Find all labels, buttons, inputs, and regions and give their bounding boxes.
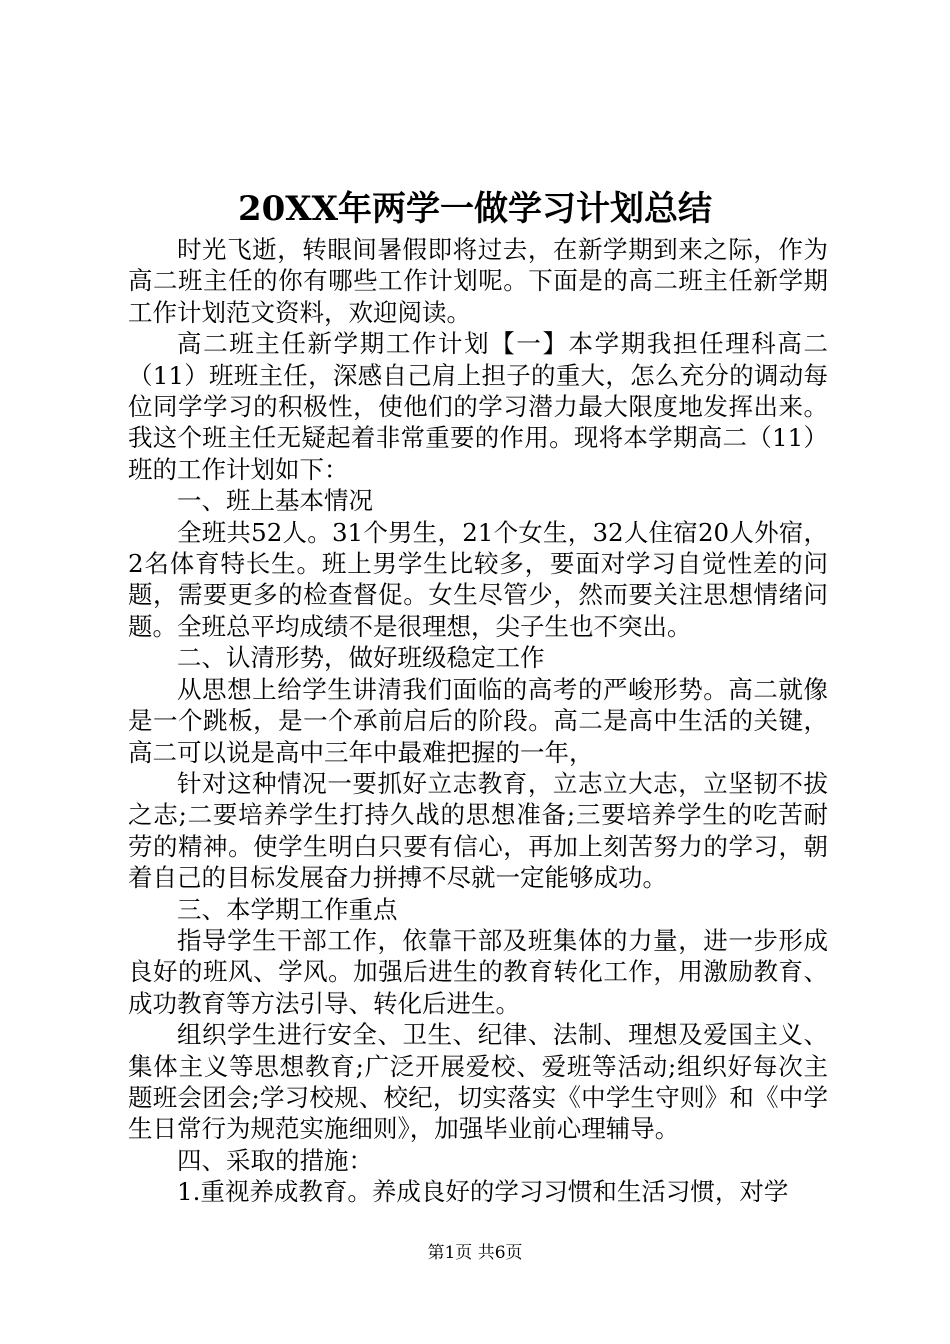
paragraph-plan-one: 高二班主任新学期工作计划【一】本学期我担任理科高二（11）班班主任，深感自己肩上担子的重大，怎么充分的调动每位同学学习的积极性，使他们的学习潜力最大限度地发挥出来。我这个班主任无疑起着非常重要的作用。现将本学期高二（11）班的工作计划如下： [128, 329, 828, 484]
document-title: 20XX年两学一做学习计划总结 [237, 189, 713, 229]
paragraph-student-leaders: 指导学生干部工作，依靠干部及班集体的力量，进一步形成良好的班风、学风。加强后进生的教育转化工作，用激励教育、成功教育等方法引导、转化后进生。 [128, 925, 828, 1018]
section-heading-situation: 二、认清形势，做好班级稳定工作 [177, 643, 545, 673]
section-heading-measures: 四、采取的措施： [177, 1145, 373, 1175]
paragraph-measures-overview: 针对这种情况一要抓好立志教育，立志立大志，立坚韧不拔之志;二要培养学生打持久战的思想准备;三要培养学生的吃苦耐劳的精神。使学生明白只要有信心，再加上刻苦努力的学习，朝着自己的目标发展奋力拼搏不尽就一定能够成功。 [128, 768, 828, 893]
page-footer: 第1页 共6页 [427, 1243, 523, 1263]
paragraph-class-stats: 全班共52人。31个男生，21个女生，32人住宿20人外宿，2名体育特长生。班上男学生比较多，要面对学习自觉性差的问题，需要更多的检查督促。女生尽管少，然而要关注思想情绪问题。全班总平均成绩不是很理想，尖子生也不突出。 [128, 517, 828, 641]
paragraph-education-activities: 组织学生进行安全、卫生、纪律、法制、理想及爱国主义、集体主义等思想教育;广泛开展爱校、爱班等活动;组织好每次主题班会团会;学习校规、校纪，切实落实《中学生守则》和《中学生日常行为规范实施细则》，加强毕业前心理辅导。 [128, 1020, 828, 1144]
section-heading-work-focus: 三、本学期工作重点 [177, 894, 398, 924]
paragraph-habit-education: 1.重视养成教育。养成良好的学习习惯和生活习惯，对学 [177, 1177, 789, 1207]
paragraph-situation: 从思想上给学生讲清我们面临的高考的严峻形势。高二就像是一个跳板，是一个承前启后的阶段。高二是高中生活的关键，高二可以说是高中三年中最难把握的一年， [128, 674, 828, 767]
document-body [128, 234, 828, 1208]
paragraph-intro: 时光飞逝，转眼间暑假即将过去，在新学期到来之际，作为高二班主任的你有哪些工作计划呢。下面是的高二班主任新学期工作计划范文资料，欢迎阅读。 [128, 235, 828, 327]
section-heading-basic-situation: 一、班上基本情况 [177, 486, 373, 516]
